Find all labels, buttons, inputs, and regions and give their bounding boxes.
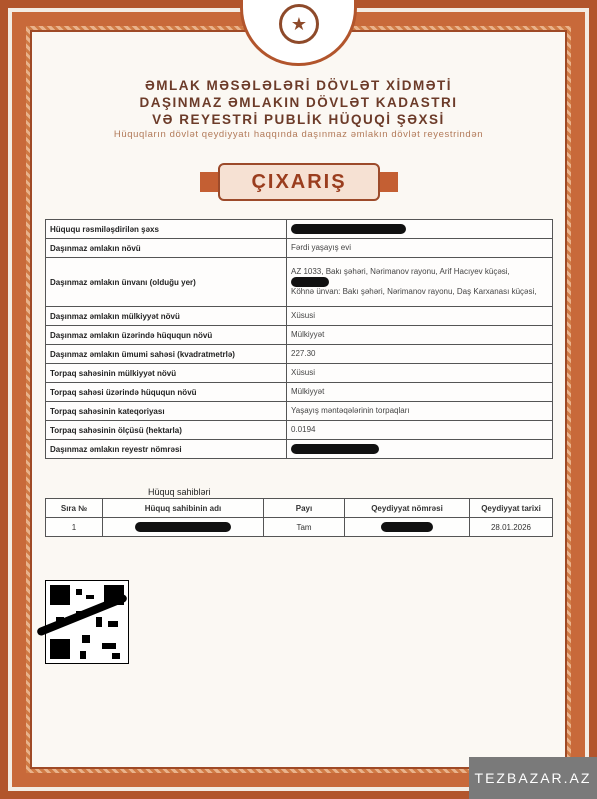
info-value: Xüsusi bbox=[287, 364, 553, 383]
header-line-3: VƏ REYESTRİ PUBLİK HÜQUQİ ŞƏXSİ bbox=[152, 112, 445, 127]
qr-code bbox=[45, 580, 129, 664]
property-info-table bbox=[45, 219, 553, 459]
qr-module bbox=[76, 589, 82, 595]
column-header: Sıra № bbox=[46, 499, 103, 518]
table-header-row bbox=[46, 499, 553, 518]
info-label: Torpaq sahəsinin mülkiyyət növü bbox=[46, 364, 287, 383]
info-value: 227.30 bbox=[287, 345, 553, 364]
table-row bbox=[46, 258, 553, 307]
qr-finder bbox=[50, 585, 70, 605]
info-value: Mülkiyyət bbox=[287, 383, 553, 402]
info-value-address bbox=[287, 258, 553, 307]
redaction-mark bbox=[291, 444, 379, 454]
info-label: Torpaq sahəsi üzərində hüququn növü bbox=[46, 383, 287, 402]
table-row bbox=[46, 220, 553, 239]
table-row bbox=[46, 383, 553, 402]
qr-module bbox=[80, 651, 86, 659]
state-emblem-icon: ★ bbox=[279, 4, 319, 44]
info-label: Daşınmaz əmlakın reyestr nömrəsi bbox=[46, 440, 287, 459]
owner-reg-no-redacted bbox=[345, 518, 470, 537]
info-value: 0.0194 bbox=[287, 421, 553, 440]
table-row bbox=[46, 440, 553, 459]
qr-finder bbox=[50, 639, 70, 659]
info-value-redacted bbox=[287, 220, 553, 239]
column-header: Hüquq sahibinin adı bbox=[103, 499, 264, 518]
info-label: Daşınmaz əmlakın növü bbox=[46, 239, 287, 258]
qr-module bbox=[86, 595, 94, 599]
table-row bbox=[46, 518, 553, 537]
qr-module bbox=[102, 643, 116, 649]
redaction-mark bbox=[291, 224, 406, 234]
address-current: AZ 1033, Bakı şəhəri, Nərimanov rayonu, Arif Hacıyev küçəsi, bbox=[291, 266, 510, 276]
info-value-redacted bbox=[287, 440, 553, 459]
table-row bbox=[46, 239, 553, 258]
owner-no: 1 bbox=[46, 518, 103, 537]
owners-title: Hüquq sahibləri bbox=[148, 487, 211, 497]
info-label: Daşınmaz əmlakın üzərində hüququn növü bbox=[46, 326, 287, 345]
table-row bbox=[46, 326, 553, 345]
header-line-2: DAŞINMAZ ƏMLAKIN DÖVLƏT KADASTRI bbox=[139, 95, 458, 110]
info-value: Xüsusi bbox=[287, 307, 553, 326]
info-value: Mülkiyyət bbox=[287, 326, 553, 345]
info-label: Daşınmaz əmlakın mülkiyyət növü bbox=[46, 307, 287, 326]
column-header: Qeydiyyat nömrəsi bbox=[345, 499, 470, 518]
info-label: Daşınmaz əmlakın ümumi sahəsi (kvadratmetrlə) bbox=[46, 345, 287, 364]
info-label: Hüququ rəsmiləşdirilən şəxs bbox=[46, 220, 287, 239]
info-label: Daşınmaz əmlakın ünvanı (olduğu yer) bbox=[46, 258, 287, 307]
info-value: Yaşayış məntəqələrinin torpaqları bbox=[287, 402, 553, 421]
document-title-banner bbox=[218, 163, 380, 201]
table-row bbox=[46, 345, 553, 364]
redaction-mark bbox=[291, 277, 329, 287]
table-row bbox=[46, 421, 553, 440]
column-header: Qeydiyyat tarixi bbox=[470, 499, 553, 518]
redaction-mark bbox=[135, 522, 231, 532]
redaction-mark bbox=[381, 522, 433, 532]
owners-table bbox=[45, 498, 553, 537]
table-row bbox=[46, 364, 553, 383]
info-value: Fərdi yaşayış evi bbox=[287, 239, 553, 258]
table-row bbox=[46, 307, 553, 326]
table-row bbox=[46, 402, 553, 421]
owner-reg-date: 28.01.2026 bbox=[470, 518, 553, 537]
qr-module bbox=[108, 621, 118, 627]
qr-module bbox=[112, 653, 120, 659]
watermark-logo: TEZBAZAR.AZ bbox=[469, 757, 597, 799]
owner-name-redacted bbox=[103, 518, 264, 537]
qr-module bbox=[82, 635, 90, 643]
qr-module bbox=[96, 617, 102, 627]
header-subtitle: Hüquqların dövlət qeydiyyatı haqqında daşınmaz əmlakın dövlət reyestrindən bbox=[113, 129, 484, 140]
info-label: Torpaq sahəsinin ölçüsü (hektarla) bbox=[46, 421, 287, 440]
owner-share: Tam bbox=[264, 518, 345, 537]
column-header: Payı bbox=[264, 499, 345, 518]
document-title: ÇIXARIŞ bbox=[251, 170, 347, 193]
address-old: Köhnə ünvan: Bakı şəhəri, Nərimanov rayonu, Daş Karxanası küçəsi, bbox=[291, 287, 537, 297]
header-line-1: ƏMLAK MƏSƏLƏLƏRİ DÖVLƏT XİDMƏTİ bbox=[144, 78, 453, 93]
info-label: Torpaq sahəsinin kateqoriyası bbox=[46, 402, 287, 421]
